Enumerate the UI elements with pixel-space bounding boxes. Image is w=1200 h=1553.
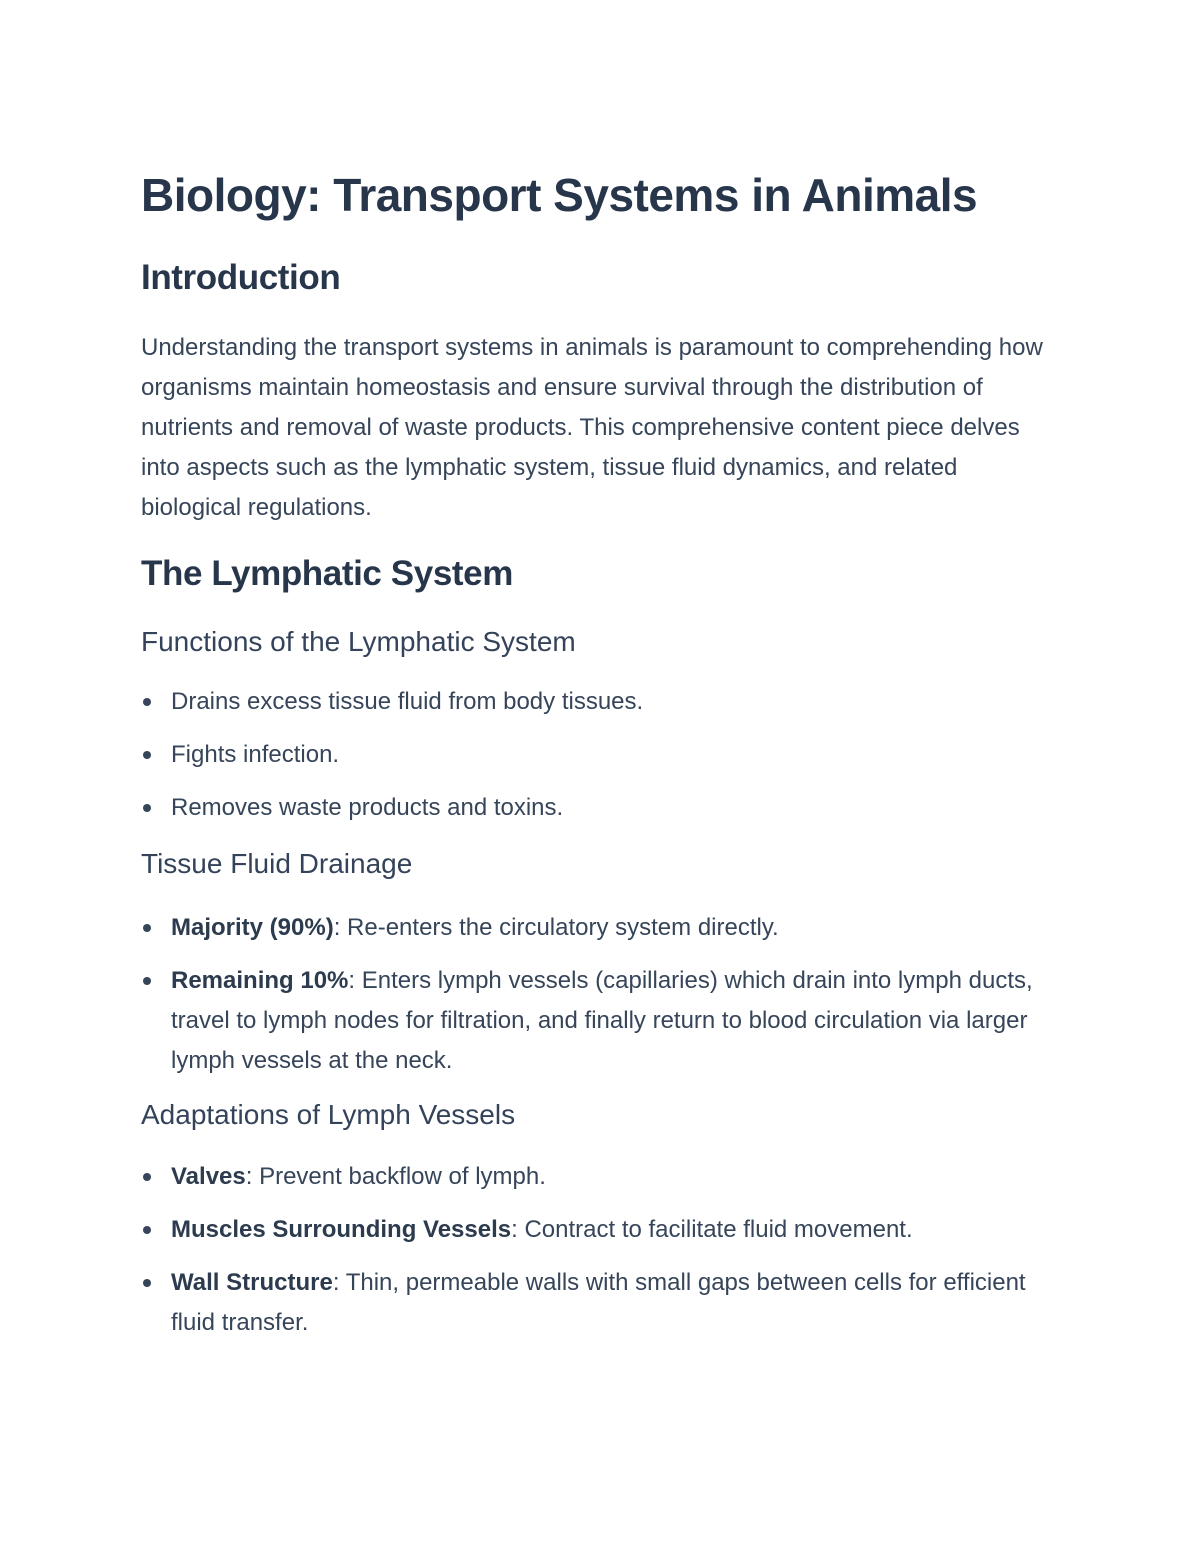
- list-item: Majority (90%): Re-enters the circulatory system directly.: [141, 908, 1051, 948]
- bullet-icon: [143, 751, 151, 759]
- list-item: Removes waste products and toxins.: [141, 788, 1051, 828]
- list-item: Wall Structure: Thin, permeable walls with small gaps between cells for efficient fluid transfer.: [141, 1263, 1051, 1343]
- term-label: Valves: [171, 1163, 246, 1190]
- introduction-paragraph: Understanding the transport systems in animals is paramount to comprehending how organisms maintain homeostasis and ensure survival through the distribution of nutrients and removal of waste products. This comprehensive content piece delves into aspects such as the lymphatic system, tissue fluid dynamics, and related biological regulations.: [141, 334, 1043, 521]
- adaptations-heading: Adaptations of Lymph Vessels: [141, 1099, 516, 1130]
- term-label: Remaining 10%: [171, 967, 349, 994]
- tissue-fluid-drainage-heading: Tissue Fluid Drainage: [141, 848, 413, 879]
- functions-list: [141, 682, 1051, 828]
- bullet-icon: [143, 1226, 151, 1234]
- introduction-heading: Introduction: [141, 258, 341, 297]
- bullet-icon: [143, 1173, 151, 1181]
- lymphatic-system-heading: The Lymphatic System: [141, 554, 513, 593]
- list-item: Fights infection.: [141, 735, 1051, 775]
- list-item: Valves: Prevent backflow of lymph.: [141, 1157, 1051, 1197]
- adaptations-list: [141, 1157, 1051, 1343]
- term-label: Wall Structure: [171, 1269, 333, 1296]
- list-item: Remaining 10%: Enters lymph vessels (capillaries) which drain into lymph ducts, travel to lymph nodes for filtration, and finally return to blood circulation via larger lymph vessels at the neck.: [141, 961, 1051, 1081]
- term-label: Muscles Surrounding Vessels: [171, 1216, 512, 1243]
- list-item: Drains excess tissue fluid from body tissues.: [141, 682, 1051, 722]
- bullet-icon: [143, 977, 151, 985]
- list-item: Muscles Surrounding Vessels: Contract to facilitate fluid movement.: [141, 1210, 1051, 1250]
- bullet-icon: [143, 804, 151, 812]
- page-title: Biology: Transport Systems in Animals: [141, 169, 978, 221]
- bullet-icon: [143, 1279, 151, 1287]
- bullet-icon: [143, 698, 151, 706]
- term-label: Majority (90%): [171, 914, 334, 941]
- functions-heading: Functions of the Lymphatic System: [141, 626, 576, 657]
- drainage-list: [141, 908, 1051, 1081]
- bullet-icon: [143, 924, 151, 932]
